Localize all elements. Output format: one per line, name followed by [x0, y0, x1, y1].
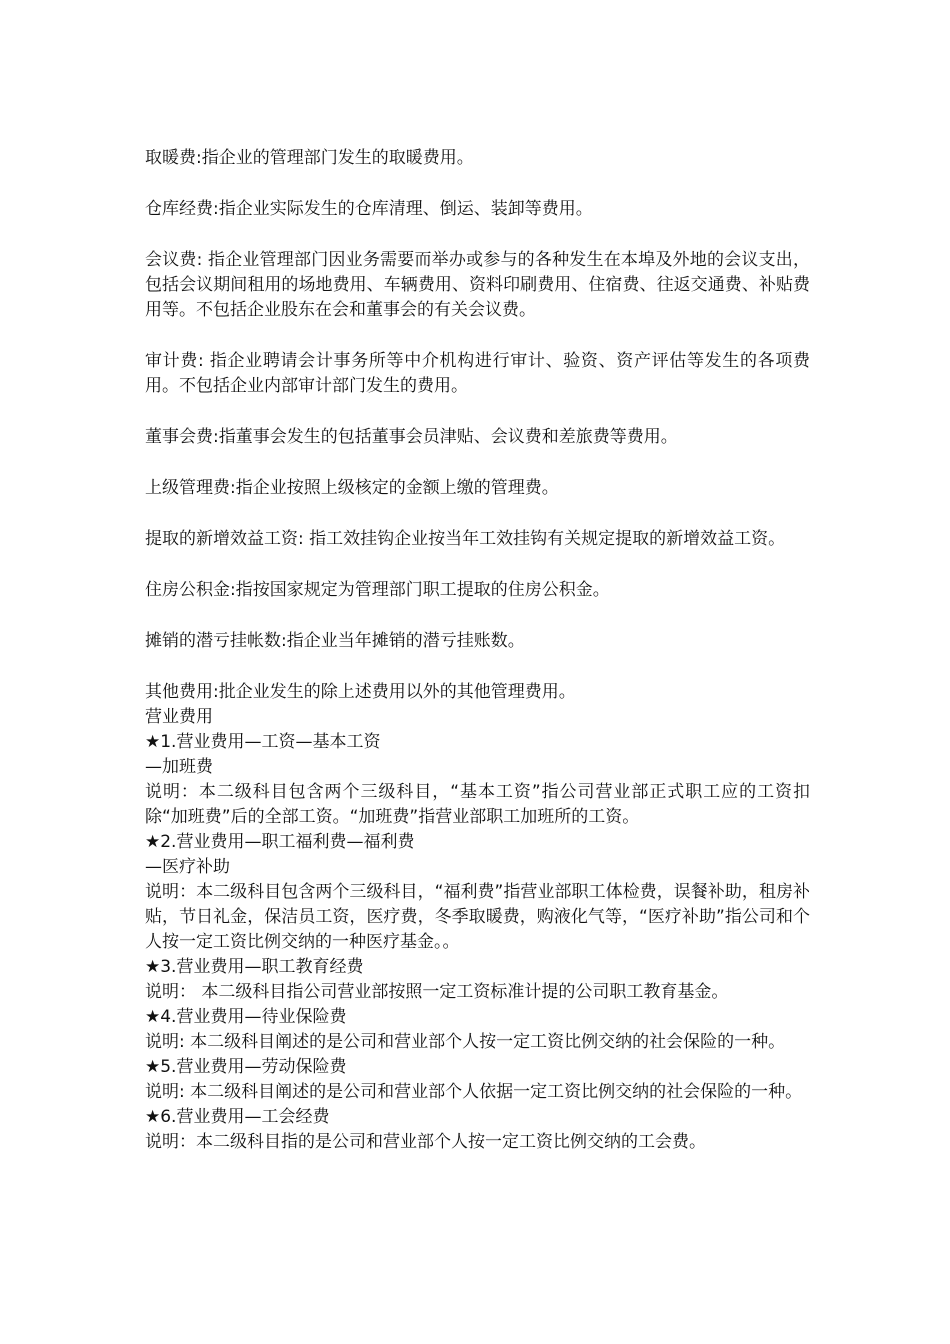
item-heading: ★4.营业费用—待业保险费: [145, 1007, 347, 1027]
definition-superior-management: 上级管理费:指企业按照上级核定的金额上缴的管理费。: [145, 478, 559, 498]
list-item: [145, 830, 810, 955]
definition-efficiency-wage: 提取的新增效益工资: 指工效挂钩企业按当年工效挂钩有关规定提取的新增效益工资。: [145, 529, 786, 549]
item-description: 说明: 本二级科目阐述的是公司和营业部个人依据一定工资比例交纳的社会保险的一种。: [145, 1082, 803, 1102]
definition-meeting: 会议费: 指企业管理部门因业务需要而举办或参与的各种发生在本埠及外地的会议支出，包括会议期间租用的场地费用、车辆费用、资料印刷费用、住宿费、往返交通费、补贴费用等。不包括企业股东在会和董事会的有关会议费。: [145, 250, 810, 320]
document-page: [145, 146, 810, 1155]
section-title: 营业费用: [145, 707, 213, 727]
list-item: [145, 1055, 810, 1105]
definition-board: 董事会费:指董事会发生的包括董事会员津贴、会议费和差旅费等费用。: [145, 427, 678, 447]
list-item: [145, 1105, 810, 1155]
item-description: 说明：本二级科目包含两个三级科目，“基本工资”指公司营业部正式职工应的工资扣除“加班费”后的全部工资。“加班费”指营业部职工加班所的工资。: [145, 782, 810, 827]
item-subheading: —加班费: [145, 757, 213, 777]
item-heading: ★5.营业费用—劳动保险费: [145, 1057, 347, 1077]
item-heading: ★1.营业费用—工资—基本工资: [145, 732, 381, 752]
item-description: 说明：本二级科目包含两个三级科目，“福利费”指营业部职工体检费，误餐补助，租房补贴，节日礼金，保洁员工资，医疗费，冬季取暖费，购液化气等，“医疗补助”指公司和个人按一定工资比例交纳的一种医疗基金。。: [145, 882, 810, 952]
list-item: [145, 1005, 810, 1055]
item-description: 说明： 本二级科目指公司营业部按照一定工资标准计提的公司职工教育基金。: [145, 982, 729, 1002]
definition-audit: 审计费: 指企业聘请会计事务所等中介机构进行审计、验资、资产评估等发生的各项费用。不包括企业内部审计部门发生的费用。: [145, 351, 810, 396]
definition-housing-fund: 住房公积金:指按国家规定为管理部门职工提取的住房公积金。: [145, 580, 610, 600]
list-item: [145, 730, 810, 830]
definition-other: 其他费用:批企业发生的除上述费用以外的其他管理费用。: [145, 682, 576, 702]
item-heading: ★3.营业费用—职工教育经费: [145, 957, 364, 977]
item-description: 说明: 本二级科目阐述的是公司和营业部个人按一定工资比例交纳的社会保险的一种。: [145, 1032, 786, 1052]
definition-warehouse: 仓库经费:指企业实际发生的仓库清理、倒运、装卸等费用。: [145, 199, 593, 219]
item-subheading: —医疗补助: [145, 857, 230, 877]
item-heading: ★2.营业费用—职工福利费—福利费: [145, 832, 415, 852]
item-heading: ★6.营业费用—工会经费: [145, 1107, 330, 1127]
definition-latent-loss: 摊销的潜亏挂帐数:指企业当年摊销的潜亏挂账数。: [145, 631, 525, 651]
definition-heating: 取暖费:指企业的管理部门发生的取暖费用。: [145, 148, 474, 168]
item-description: 说明：本二级科目指的是公司和营业部个人按一定工资比例交纳的工会费。: [145, 1132, 706, 1152]
list-item: [145, 955, 810, 1005]
